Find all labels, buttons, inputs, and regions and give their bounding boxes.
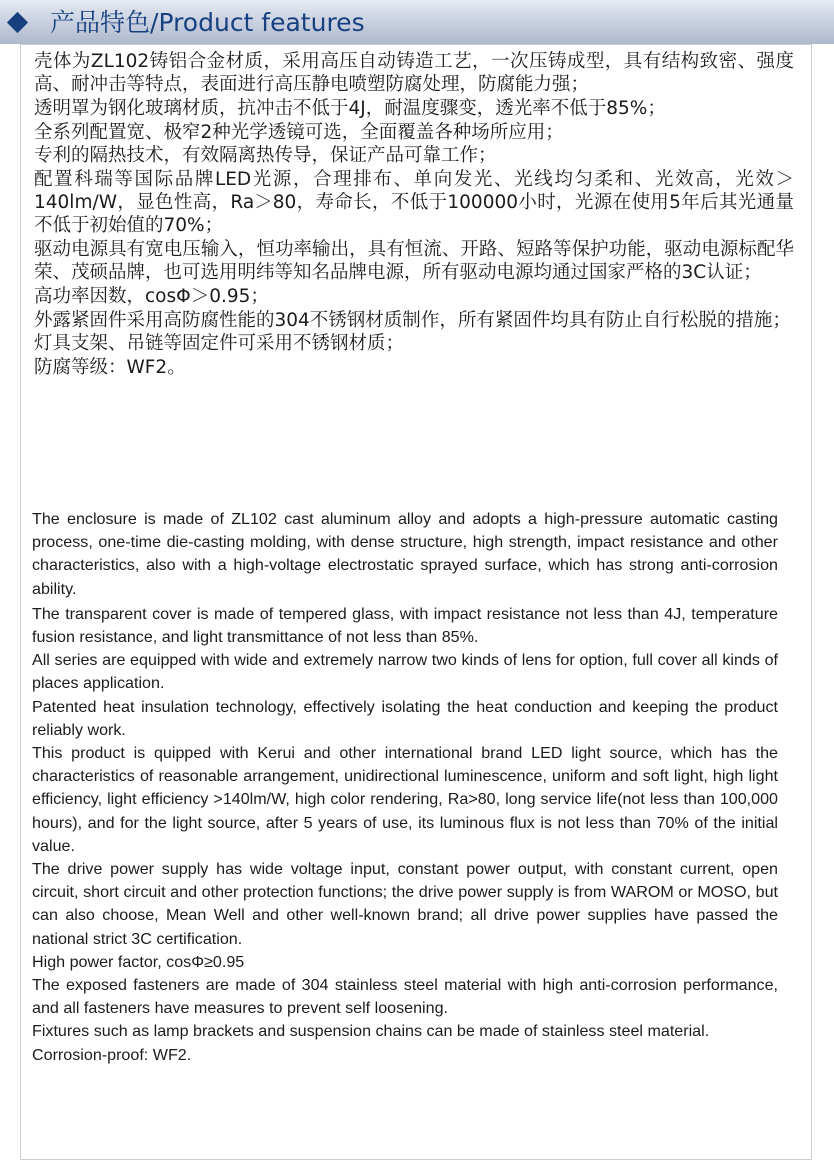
feature-item-cn: 配置科瑞等国际品牌LED光源，合理排布、单向发光、光线均匀柔和、光效高，光效＞140lm/W，显色性高，Ra＞80，寿命长，不低于100000小时，光源在使用5年后其光通量不低于初始值的70%； (34, 169, 794, 237)
feature-item-en: The transparent cover is made of tempered glass, with impact resistance not less than 4J, temperature fusion resistance, and light transmittance of not less than 85%. (32, 604, 778, 647)
section-title-cn: 产品特色 (50, 8, 151, 37)
feature-item-en: Patented heat insulation technology, effectively isolating the heat conduction and keeping the product reliably work. (32, 697, 778, 739)
section-title-en: /Product features (150, 8, 365, 37)
feature-item-cn: 驱动电源具有宽电压输入，恒功率输出，具有恒流、开路、短路等保护功能，驱动电源标配华荣、茂硕品牌，也可选用明纬等知名品牌电源，所有驱动电源均通过国家严格的3C认证； (34, 239, 794, 284)
feature-item-en: High power factor, cosΦ≥0.95 (32, 952, 245, 971)
feature-item-en: This product is quipped with Kerui and other international brand LED light source, which has the characteristics of reasonable arrangement, unidirectional luminescence, uniform and soft light, high light efficiency, light efficiency >140lm/W, high color rendering, Ra>80, long service life(not less than 100,000 hours), and for the light source, after 5 years of use, its luminous flux is not less than 70% of the initial value. (32, 744, 778, 855)
feature-item-en: The exposed fasteners are made of 304 stainless steel material with high anti-corrosion performance, and all fasteners have measures to prevent self loosening. (32, 976, 778, 1018)
section-title (50, 4, 365, 42)
section-header (0, 0, 834, 46)
chinese-feature-list (34, 50, 794, 380)
feature-item-cn: 灯具支架、吊链等固定件可采用不锈钢材质； (34, 333, 405, 355)
feature-item-cn: 防腐等级：WF2。 (34, 357, 186, 379)
feature-item-en: Fixtures such as lamp brackets and suspension chains can be made of stainless steel material. (32, 1022, 710, 1041)
feature-item-en: Corrosion-proof: WF2. (32, 1045, 192, 1064)
feature-item-en: All series are equipped with wide and extremely narrow two kinds of lens for option, full cover all kinds of places application. (32, 651, 778, 693)
english-feature-list (32, 508, 778, 1067)
feature-item-en: The enclosure is made of ZL102 cast aluminum alloy and adopts a high-pressure automatic casting process, one-time die-casting molding, with dense structure, high strength, impact resistance and other characteristics, also with a high-voltage electrostatic sprayed surface, which has strong anti-corrosion ability. (32, 510, 778, 598)
feature-item-cn: 高功率因数，cosΦ＞0.95； (34, 286, 269, 308)
feature-item-cn: 透明罩为钢化玻璃材质，抗冲击不低于4J，耐温度骤变，透光率不低于85%； (34, 97, 666, 119)
feature-item-cn: 全系列配置宽、极窄2种光学透镜可选，全面覆盖各种场所应用； (34, 121, 564, 143)
feature-item-en: The drive power supply has wide voltage input, constant power output, with constant current, open circuit, short circuit and other protection functions; the drive power supply is from WAROM or MOSO, but can also choose, Mean Well and other well-known brand; all drive power supplies have passed the national strict 3C certification. (32, 860, 778, 948)
feature-item-cn: 专利的隔热技术，有效隔离热传导，保证产品可靠工作； (34, 145, 497, 167)
feature-item-cn: 外露紧固件采用高防腐性能的304不锈钢材质制作，所有紧固件均具有防止自行松脱的措施； (34, 309, 791, 331)
feature-item-cn: 壳体为ZL102铸铝合金材质，采用高压自动铸造工艺，一次压铸成型，具有结构致密、强度高、耐冲击等特点，表面进行高压静电喷塑防腐处理，防腐能力强； (34, 51, 794, 96)
